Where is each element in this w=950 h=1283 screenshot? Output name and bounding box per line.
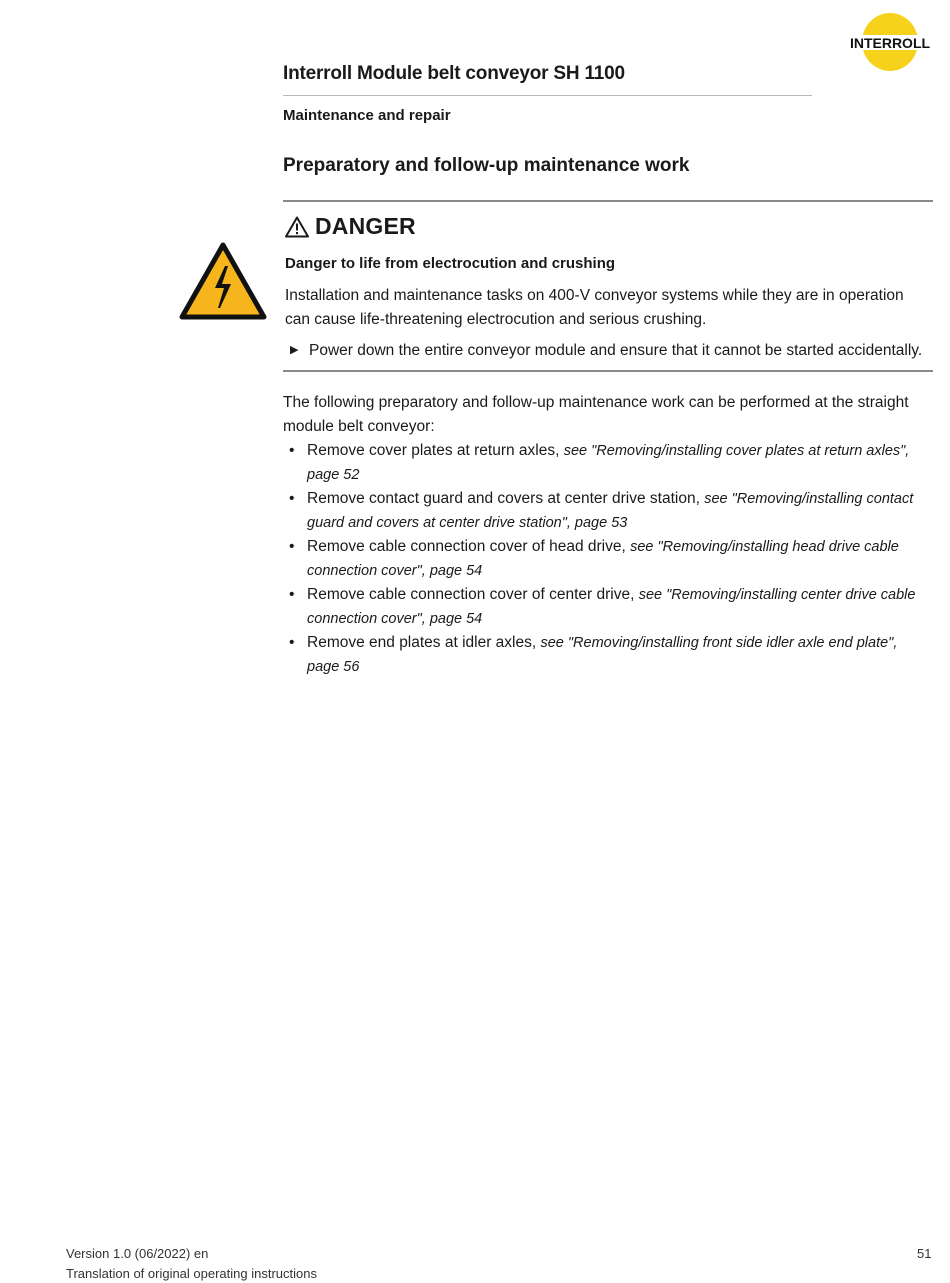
danger-header — [285, 213, 416, 240]
bullet-icon: • — [289, 490, 295, 507]
danger-action-text: Power down the entire conveyor module and ensure that it cannot be started accidentally. — [309, 342, 923, 359]
list-item — [289, 535, 929, 583]
cross-reference-link[interactable]: see "Removing/installing center drive cable connection cover", page 54 — [307, 587, 916, 627]
list-item — [289, 439, 929, 487]
bullet-icon: • — [289, 586, 295, 603]
footer-version: Version 1.0 (06/2022) en — [66, 1246, 209, 1261]
title-divider — [283, 95, 812, 96]
bullet-icon: • — [289, 442, 295, 459]
intro-paragraph: The following preparatory and follow-up maintenance work can be performed at the straight module belt conveyor: — [283, 394, 909, 435]
cross-reference-link[interactable]: see "Removing/installing cover plates at return axles", page 52 — [307, 443, 910, 483]
list-item — [289, 631, 929, 679]
cross-reference-link[interactable]: see "Removing/installing contact guard and covers at center drive station", page 53 — [307, 491, 914, 531]
electrical-hazard-icon — [179, 242, 267, 320]
maintenance-work-list — [289, 439, 929, 679]
section-heading: Preparatory and follow-up maintenance work — [283, 155, 690, 176]
list-item-text: Remove contact guard and covers at center drive station, — [307, 490, 705, 507]
interroll-logo — [845, 12, 935, 72]
page-number: 51 — [917, 1246, 932, 1261]
logo-wordmark: INTERROLL — [849, 35, 931, 51]
danger-bottom-divider — [283, 370, 933, 372]
bullet-icon: • — [289, 538, 295, 555]
list-item-text: Remove cable connection cover of head drive, — [307, 538, 631, 555]
danger-action-step — [290, 339, 930, 363]
cross-reference-link[interactable]: see "Removing/installing head drive cable connection cover", page 54 — [307, 539, 899, 579]
danger-description: Installation and maintenance tasks on 400-V conveyor systems while they are in operation can cause life-threatening electrocution and serious crushing. — [285, 287, 904, 328]
list-item — [289, 583, 929, 631]
list-item-text: Remove cable connection cover of center drive, — [307, 586, 639, 603]
warning-triangle-icon — [285, 216, 309, 238]
triangle-right-icon: ▶ — [290, 344, 299, 356]
danger-top-divider — [283, 200, 933, 202]
bullet-icon: • — [289, 634, 295, 651]
list-item — [289, 487, 929, 535]
chapter-title: Maintenance and repair — [283, 107, 451, 124]
danger-signal-word: DANGER — [315, 213, 416, 239]
footer-translation-note: Translation of original operating instructions — [66, 1266, 317, 1281]
danger-subtitle: Danger to life from electrocution and crushing — [285, 255, 616, 272]
list-item-text: Remove end plates at idler axles, — [307, 634, 541, 651]
list-item-text: Remove cover plates at return axles, — [307, 442, 564, 459]
document-title: Interroll Module belt conveyor SH 1100 — [283, 63, 625, 84]
cross-reference-link[interactable]: see "Removing/installing front side idler axle end plate", page 56 — [307, 635, 898, 675]
